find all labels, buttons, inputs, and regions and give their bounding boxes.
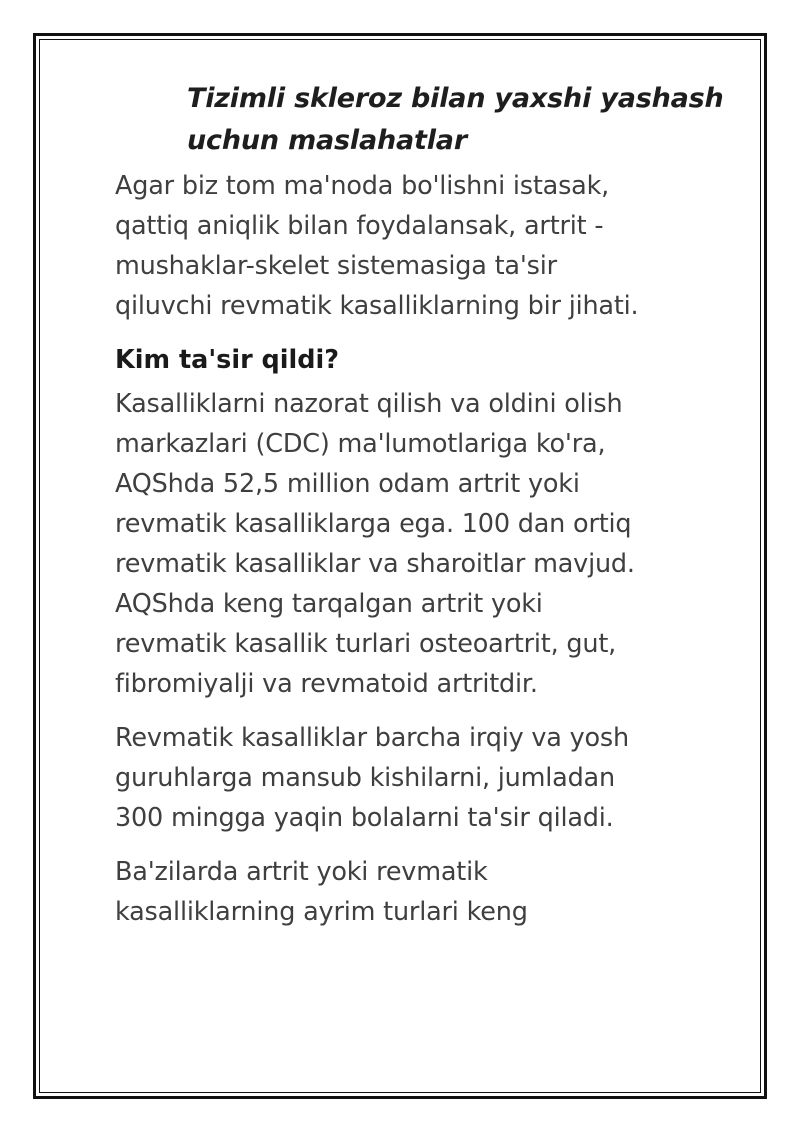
text-line: Kasalliklarni nazorat qilish va oldini olish bbox=[115, 389, 623, 419]
paragraph-2 bbox=[115, 718, 755, 838]
text-line: qattiq aniqlik bilan foydalansak, artrit - bbox=[115, 211, 604, 241]
title-line: uchun maslahatlar bbox=[187, 125, 467, 156]
text-line: revmatik kasalliklar va sharoitlar mavjud. bbox=[115, 549, 635, 579]
text-line: kasalliklarning ayrim turlari keng bbox=[115, 897, 528, 927]
text-line: AQShda keng tarqalgan artrit yoki bbox=[115, 589, 543, 619]
text-line: Revmatik kasalliklar barcha irqiy va yosh bbox=[115, 723, 629, 753]
text-line: revmatik kasalliklarga ega. 100 dan ortiq bbox=[115, 509, 632, 539]
document-body bbox=[115, 78, 755, 946]
text-line: guruhlarga mansub kishilarni, jumladan bbox=[115, 763, 615, 793]
text-line: fibromiyalji va revmatoid artritdir. bbox=[115, 669, 538, 699]
text-line: revmatik kasallik turlari osteoartrit, gut, bbox=[115, 629, 617, 659]
paragraph-3 bbox=[115, 852, 755, 932]
text-line: qiluvchi revmatik kasalliklarning bir jihati. bbox=[115, 291, 639, 321]
text-line: Ba'zilarda artrit yoki revmatik bbox=[115, 857, 488, 887]
text-line: mushaklar-skelet sistemasiga ta'sir bbox=[115, 251, 557, 281]
title-line: Tizimli skleroz bilan yaxshi yashash bbox=[187, 83, 724, 114]
text-line: Agar biz tom ma'noda bo'lishni istasak, bbox=[115, 171, 610, 201]
document-title bbox=[187, 78, 755, 162]
text-line: AQShda 52,5 million odam artrit yoki bbox=[115, 469, 580, 499]
text-line: markazlari (CDC) ma'lumotlariga ko'ra, bbox=[115, 429, 606, 459]
paragraph-1 bbox=[115, 384, 755, 704]
intro-paragraph bbox=[115, 166, 755, 326]
section-heading: Kim ta'sir qildi? bbox=[115, 345, 340, 375]
text-line: 300 mingga yaqin bolalarni ta'sir qiladi. bbox=[115, 803, 614, 833]
